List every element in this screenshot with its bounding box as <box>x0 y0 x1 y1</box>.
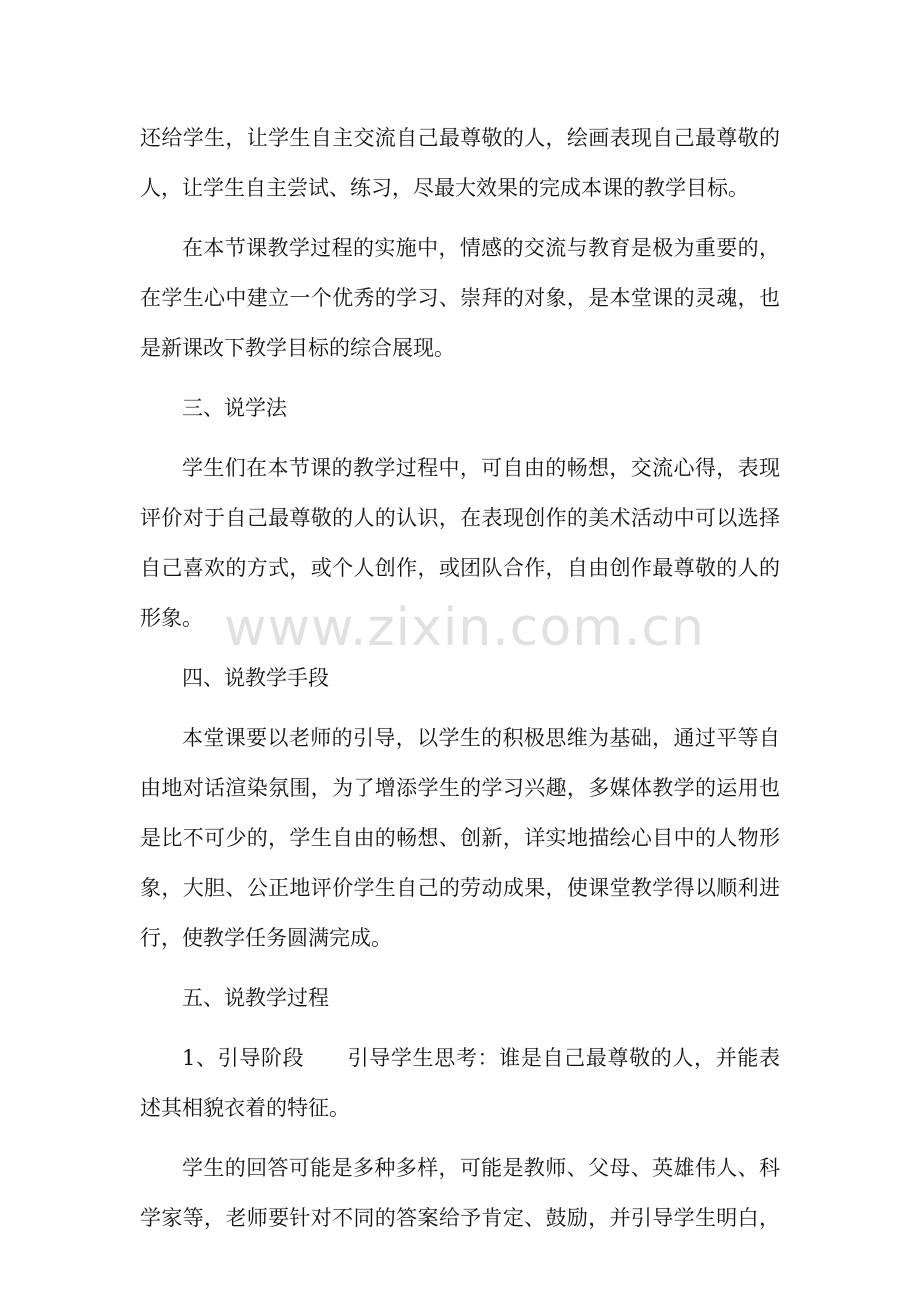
text-line: 象，大胆、公正地评价学生自己的劳动成果，使课堂教学得以顺利进 <box>140 876 780 900</box>
text-line: 是新课改下教学目标的综合展现。 <box>140 336 455 360</box>
text-line: 由地对话渲染氛围，为了增添学生的学习兴趣，多媒体教学的运用也 <box>140 776 780 800</box>
section-heading: 五、说教学过程 <box>182 986 329 1010</box>
text-line: 在本节课教学过程的实施中，情感的交流与教育是极为重要的， <box>182 236 780 260</box>
text-line: 自己喜欢的方式，或个人创作，或团队合作，自由创作最尊敬的人的 <box>140 556 780 580</box>
text-line: 学生们在本节课的教学过程中，可自由的畅想，交流心得，表现 <box>182 456 780 480</box>
section-heading: 三、说学法 <box>182 396 287 420</box>
section-heading: 四、说教学手段 <box>182 666 329 690</box>
text-line: 是比不可少的，学生自由的畅想、创新，详实地描绘心目中的人物形 <box>140 826 780 850</box>
watermark: www.zixin.com.cn <box>224 598 705 658</box>
document-body <box>140 113 780 1243</box>
text-line: 人，让学生自主尝试、练习，尽最大效果的完成本课的教学目标。 <box>140 176 749 200</box>
text-line: 1、引导阶段 引导学生思考：谁是自己最尊敬的人，并能表 <box>182 1046 780 1070</box>
text-line: 本堂课要以老师的引导，以学生的积极思维为基础，通过平等自 <box>182 726 780 750</box>
text-line: 形象。 <box>140 606 203 630</box>
text-line: 学家等，老师要针对不同的答案给予肯定、鼓励，并引导学生明白， <box>140 1206 780 1230</box>
text-line: 学生的回答可能是多种多样，可能是教师、父母、英雄伟人、科 <box>182 1156 780 1180</box>
text-line: 在学生心中建立一个优秀的学习、崇拜的对象，是本堂课的灵魂，也 <box>140 286 780 310</box>
text-line: 评价对于自己最尊敬的人的认识，在表现创作的美术活动中可以选择 <box>140 506 780 530</box>
text-line: 述其相貌衣着的特征。 <box>140 1096 350 1120</box>
text-line: 行，使教学任务圆满完成。 <box>140 926 392 950</box>
text-line: 还给学生，让学生自主交流自己最尊敬的人，绘画表现自己最尊敬的 <box>140 126 780 150</box>
